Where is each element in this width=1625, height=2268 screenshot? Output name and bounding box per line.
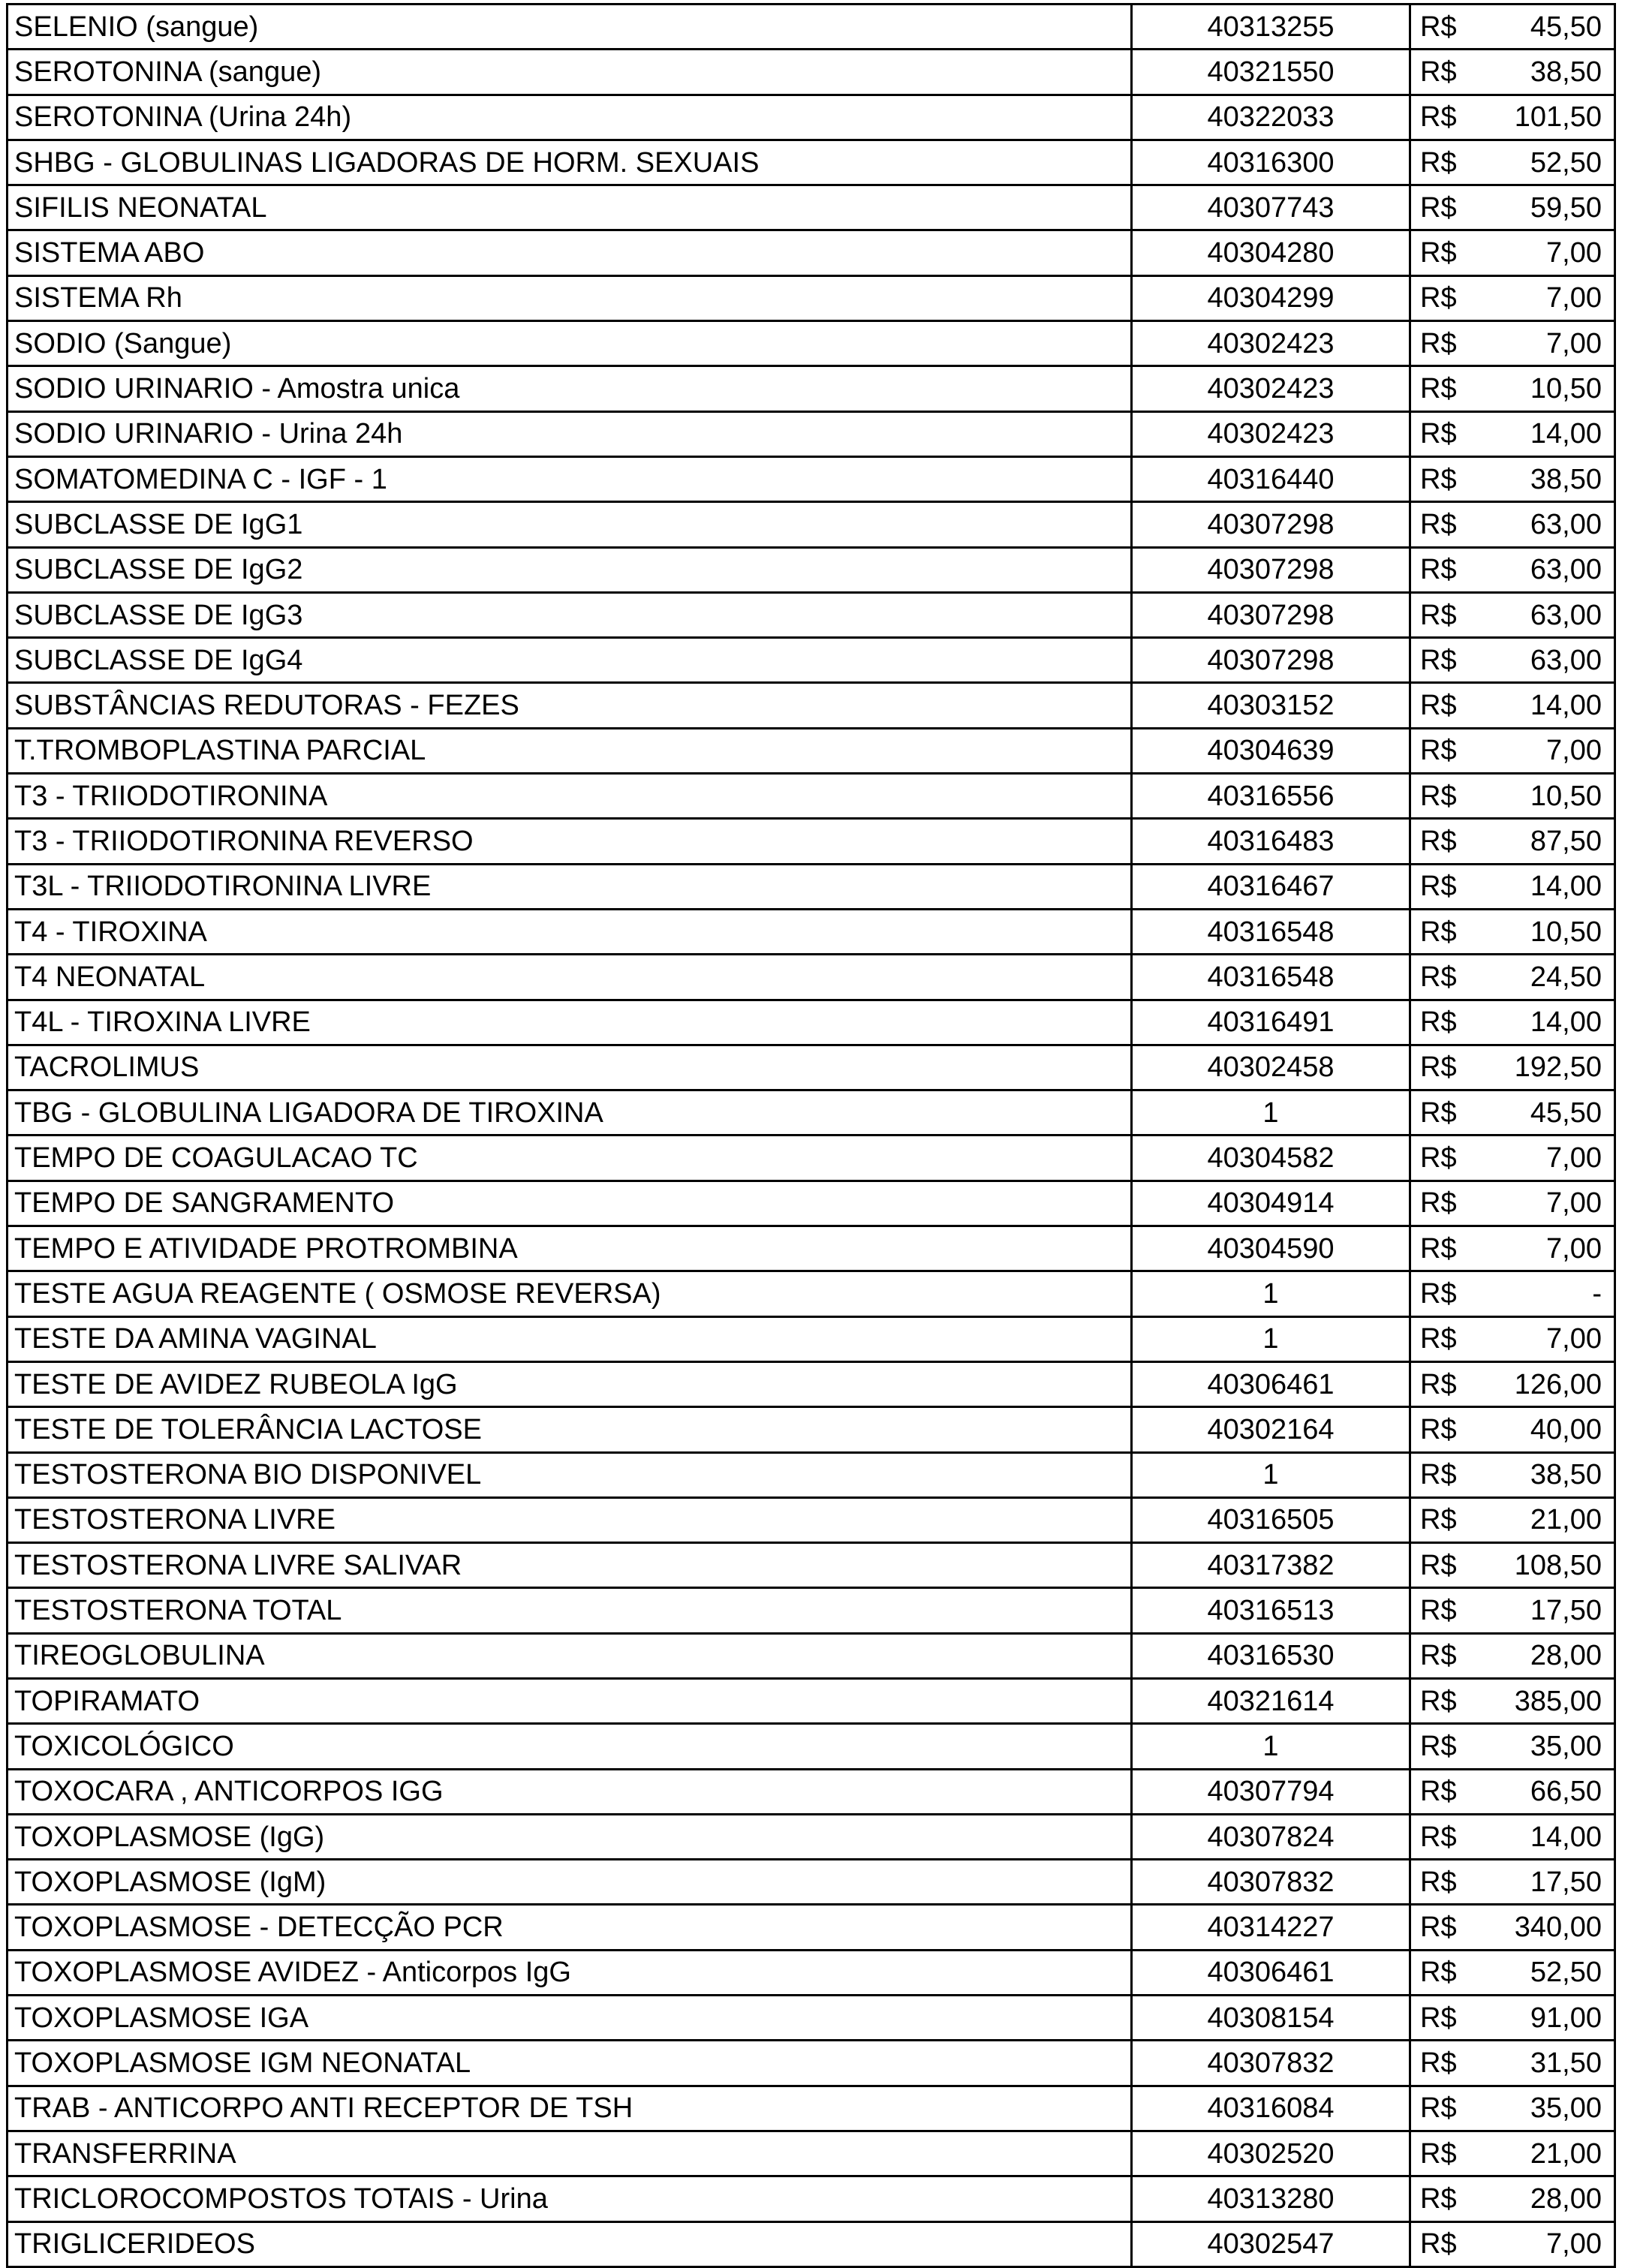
currency-cell: R$ [1410,774,1478,819]
table-row [8,456,1615,501]
price-cell: 340,00 [1478,1905,1615,1950]
table-row [8,864,1615,909]
currency-cell: R$ [1410,1452,1478,1497]
table-row [8,185,1615,230]
table-row [8,411,1615,456]
table-row [8,1814,1615,1859]
currency-cell: R$ [1410,5,1478,50]
exam-code-cell: 40316483 [1132,819,1410,864]
table-row [8,2041,1615,2086]
price-cell: 21,00 [1478,2131,1615,2176]
exam-name-cell: TESTE AGUA REAGENTE ( OSMOSE REVERSA) [8,1271,1132,1316]
exam-name-cell: TESTOSTERONA BIO DISPONIVEL [8,1452,1132,1497]
price-cell: - [1478,1271,1615,1316]
price-cell: 66,50 [1478,1769,1615,1814]
exam-code-cell: 40307794 [1132,1769,1410,1814]
exam-code-cell: 40307298 [1132,502,1410,547]
table-row [8,1361,1615,1406]
currency-cell: R$ [1410,638,1478,683]
table-row [8,1316,1615,1361]
exam-name-cell: SODIO URINARIO - Amostra unica [8,366,1132,411]
exam-name-cell: T4 - TIROXINA [8,909,1132,954]
exam-code-cell: 1 [1132,1724,1410,1769]
exam-code-cell: 40302520 [1132,2131,1410,2176]
price-cell: 38,50 [1478,456,1615,501]
currency-cell: R$ [1410,321,1478,366]
table-row [8,1497,1615,1542]
exam-name-cell: TESTE DE TOLERÂNCIA LACTOSE [8,1407,1132,1452]
exam-code-cell: 40307298 [1132,547,1410,592]
currency-cell: R$ [1410,456,1478,501]
exam-name-cell: TESTOSTERONA TOTAL [8,1588,1132,1633]
exam-code-cell: 1 [1132,1316,1410,1361]
table-row [8,230,1615,275]
price-cell: 7,00 [1478,321,1615,366]
exam-name-cell: SEROTONINA (sangue) [8,50,1132,95]
exam-name-cell: T3 - TRIIODOTIRONINA REVERSO [8,819,1132,864]
table-row [8,819,1615,864]
table-row [8,1769,1615,1814]
currency-cell: R$ [1410,411,1478,456]
currency-cell: R$ [1410,955,1478,1000]
exam-code-cell: 1 [1132,1271,1410,1316]
exam-code-cell: 40302423 [1132,366,1410,411]
table-row [8,1543,1615,1588]
price-cell: 7,00 [1478,1136,1615,1181]
exam-code-cell: 40314227 [1132,1905,1410,1950]
price-cell: 31,50 [1478,2041,1615,2086]
currency-cell: R$ [1410,592,1478,637]
exam-name-cell: TESTOSTERONA LIVRE [8,1497,1132,1542]
exam-name-cell: SELENIO (sangue) [8,5,1132,50]
exam-name-cell: T4L - TIROXINA LIVRE [8,1000,1132,1045]
currency-cell: R$ [1410,1090,1478,1136]
table-row [8,1090,1615,1136]
exam-code-cell: 40304582 [1132,1136,1410,1181]
price-cell: 14,00 [1478,864,1615,909]
exam-code-cell: 40321550 [1132,50,1410,95]
table-row [8,909,1615,954]
exam-code-cell: 40316505 [1132,1497,1410,1542]
exam-name-cell: SUBCLASSE DE IgG3 [8,592,1132,637]
currency-cell: R$ [1410,909,1478,954]
price-cell: 7,00 [1478,1316,1615,1361]
price-cell: 192,50 [1478,1045,1615,1090]
exam-name-cell: SODIO URINARIO - Urina 24h [8,411,1132,456]
currency-cell: R$ [1410,1860,1478,1905]
table-row [8,1905,1615,1950]
exam-code-cell: 40316491 [1132,1000,1410,1045]
exam-code-cell: 40304280 [1132,230,1410,275]
price-cell: 28,00 [1478,2176,1615,2221]
exam-code-cell: 1 [1132,1452,1410,1497]
currency-cell: R$ [1410,1950,1478,1995]
exam-name-cell: TEMPO DE SANGRAMENTO [8,1181,1132,1226]
currency-cell: R$ [1410,1226,1478,1271]
table-row [8,1678,1615,1723]
exam-name-cell: TACROLIMUS [8,1045,1132,1090]
exam-code-cell: 40321614 [1132,1678,1410,1723]
currency-cell: R$ [1410,1996,1478,2041]
price-cell: 385,00 [1478,1678,1615,1723]
table-row [8,1000,1615,1045]
currency-cell: R$ [1410,1497,1478,1542]
currency-cell: R$ [1410,683,1478,728]
exam-code-cell: 40316440 [1132,456,1410,501]
exam-code-cell: 40302458 [1132,1045,1410,1090]
price-cell: 63,00 [1478,547,1615,592]
price-cell: 87,50 [1478,819,1615,864]
price-cell: 35,00 [1478,2086,1615,2131]
currency-cell: R$ [1410,728,1478,773]
price-cell: 126,00 [1478,1361,1615,1406]
currency-cell: R$ [1410,275,1478,320]
currency-cell: R$ [1410,140,1478,185]
exam-code-cell: 1 [1132,1090,1410,1136]
currency-cell: R$ [1410,1316,1478,1361]
currency-cell: R$ [1410,1181,1478,1226]
exam-code-cell: 40304639 [1132,728,1410,773]
exam-code-cell: 40313255 [1132,5,1410,50]
exam-code-cell: 40317382 [1132,1543,1410,1588]
exam-name-cell: T.TROMBOPLASTINA PARCIAL [8,728,1132,773]
price-cell: 52,50 [1478,140,1615,185]
table-row [8,2086,1615,2131]
exam-name-cell: TOXICOLÓGICO [8,1724,1132,1769]
exam-name-cell: TOXOPLASMOSE IGA [8,1996,1132,2041]
exam-code-cell: 40316467 [1132,864,1410,909]
exam-code-cell: 40308154 [1132,1996,1410,2041]
price-cell: 10,50 [1478,366,1615,411]
currency-cell: R$ [1410,1271,1478,1316]
exam-code-cell: 40316548 [1132,909,1410,954]
exam-name-cell: TOXOPLASMOSE AVIDEZ - Anticorpos IgG [8,1950,1132,1995]
currency-cell: R$ [1410,1633,1478,1678]
exam-name-cell: SISTEMA ABO [8,230,1132,275]
exam-code-cell: 40307832 [1132,1860,1410,1905]
currency-cell: R$ [1410,1724,1478,1769]
exam-code-cell: 40316548 [1132,955,1410,1000]
price-cell: 63,00 [1478,638,1615,683]
exam-code-cell: 40307743 [1132,185,1410,230]
price-cell: 21,00 [1478,1497,1615,1542]
price-cell: 45,50 [1478,5,1615,50]
price-cell: 7,00 [1478,230,1615,275]
table-row [8,1724,1615,1769]
exam-code-cell: 40307832 [1132,2041,1410,2086]
exam-name-cell: SUBCLASSE DE IgG2 [8,547,1132,592]
table-row [8,1860,1615,1905]
currency-cell: R$ [1410,2176,1478,2221]
table-row [8,774,1615,819]
exam-name-cell: TBG - GLOBULINA LIGADORA DE TIROXINA [8,1090,1132,1136]
exam-code-cell: 40316300 [1132,140,1410,185]
price-cell: 38,50 [1478,1452,1615,1497]
exam-code-cell: 40313280 [1132,2176,1410,2221]
table-row [8,1181,1615,1226]
currency-cell: R$ [1410,1543,1478,1588]
currency-cell: R$ [1410,502,1478,547]
exam-name-cell: TRIGLICERIDEOS [8,2221,1132,2266]
exam-code-cell: 40322033 [1132,95,1410,140]
table-row [8,1996,1615,2041]
price-table-body [8,5,1615,2267]
exam-name-cell: SOMATOMEDINA C - IGF - 1 [8,456,1132,501]
table-row [8,321,1615,366]
currency-cell: R$ [1410,2221,1478,2266]
exam-name-cell: TOXOPLASMOSE (IgG) [8,1814,1132,1859]
currency-cell: R$ [1410,1814,1478,1859]
exam-code-cell: 40307298 [1132,638,1410,683]
exam-name-cell: SHBG - GLOBULINAS LIGADORAS DE HORM. SEXUAIS [8,140,1132,185]
currency-cell: R$ [1410,50,1478,95]
exam-name-cell: SODIO (Sangue) [8,321,1132,366]
price-cell: 63,00 [1478,502,1615,547]
currency-cell: R$ [1410,1678,1478,1723]
table-row [8,1226,1615,1271]
price-cell: 59,50 [1478,185,1615,230]
table-row [8,955,1615,1000]
price-cell: 7,00 [1478,1181,1615,1226]
currency-cell: R$ [1410,1361,1478,1406]
exam-code-cell: 40307298 [1132,592,1410,637]
currency-cell: R$ [1410,1136,1478,1181]
price-cell: 14,00 [1478,1814,1615,1859]
table-row [8,1136,1615,1181]
currency-cell: R$ [1410,1905,1478,1950]
price-sheet [6,3,1614,2268]
table-row [8,50,1615,95]
table-row [8,547,1615,592]
exam-code-cell: 40316530 [1132,1633,1410,1678]
exam-code-cell: 40303152 [1132,683,1410,728]
currency-cell: R$ [1410,95,1478,140]
exam-code-cell: 40304299 [1132,275,1410,320]
exam-code-cell: 40302164 [1132,1407,1410,1452]
exam-name-cell: SIFILIS NEONATAL [8,185,1132,230]
price-cell: 38,50 [1478,50,1615,95]
currency-cell: R$ [1410,185,1478,230]
exam-name-cell: TOXOPLASMOSE IGM NEONATAL [8,2041,1132,2086]
exam-name-cell: T3L - TRIIODOTIRONINA LIVRE [8,864,1132,909]
price-cell: 7,00 [1478,275,1615,320]
price-cell: 14,00 [1478,411,1615,456]
price-cell: 7,00 [1478,2221,1615,2266]
exam-name-cell: SUBCLASSE DE IgG1 [8,502,1132,547]
table-row [8,1271,1615,1316]
table-row [8,502,1615,547]
price-cell: 14,00 [1478,683,1615,728]
exam-name-cell: TRANSFERRINA [8,2131,1132,2176]
exam-name-cell: TRAB - ANTICORPO ANTI RECEPTOR DE TSH [8,2086,1132,2131]
currency-cell: R$ [1410,2086,1478,2131]
price-cell: 10,50 [1478,909,1615,954]
exam-code-cell: 40316556 [1132,774,1410,819]
table-row [8,366,1615,411]
table-row [8,728,1615,773]
table-row [8,5,1615,50]
price-cell: 35,00 [1478,1724,1615,1769]
exam-name-cell: T4 NEONATAL [8,955,1132,1000]
currency-cell: R$ [1410,2041,1478,2086]
exam-name-cell: TEMPO DE COAGULACAO TC [8,1136,1132,1181]
exam-code-cell: 40302547 [1132,2221,1410,2266]
currency-cell: R$ [1410,864,1478,909]
exam-name-cell: SUBCLASSE DE IgG4 [8,638,1132,683]
exam-code-cell: 40302423 [1132,321,1410,366]
table-row [8,683,1615,728]
price-cell: 40,00 [1478,1407,1615,1452]
currency-cell: R$ [1410,547,1478,592]
price-cell: 7,00 [1478,728,1615,773]
table-row [8,1588,1615,1633]
price-cell: 101,50 [1478,95,1615,140]
price-cell: 52,50 [1478,1950,1615,1995]
table-row [8,1950,1615,1995]
exam-code-cell: 40302423 [1132,411,1410,456]
exam-name-cell: TOXOPLASMOSE - DETECÇÃO PCR [8,1905,1132,1950]
exam-name-cell: TRICLOROCOMPOSTOS TOTAIS - Urina [8,2176,1132,2221]
table-row [8,1045,1615,1090]
table-row [8,140,1615,185]
exam-name-cell: TESTE DE AVIDEZ RUBEOLA IgG [8,1361,1132,1406]
price-table [6,3,1616,2268]
table-row [8,638,1615,683]
table-row [8,275,1615,320]
exam-name-cell: TIREOGLOBULINA [8,1633,1132,1678]
table-row [8,1633,1615,1678]
table-row [8,592,1615,637]
exam-code-cell: 40306461 [1132,1950,1410,1995]
currency-cell: R$ [1410,819,1478,864]
table-row [8,1407,1615,1452]
exam-name-cell: TOXOPLASMOSE (IgM) [8,1860,1132,1905]
price-cell: 14,00 [1478,1000,1615,1045]
exam-code-cell: 40316513 [1132,1588,1410,1633]
table-row [8,1452,1615,1497]
exam-code-cell: 40307824 [1132,1814,1410,1859]
currency-cell: R$ [1410,366,1478,411]
price-cell: 10,50 [1478,774,1615,819]
currency-cell: R$ [1410,1769,1478,1814]
table-row [8,95,1615,140]
exam-name-cell: T3 - TRIIODOTIRONINA [8,774,1132,819]
exam-code-cell: 40316084 [1132,2086,1410,2131]
currency-cell: R$ [1410,230,1478,275]
price-cell: 91,00 [1478,1996,1615,2041]
exam-code-cell: 40304590 [1132,1226,1410,1271]
exam-name-cell: TESTOSTERONA LIVRE SALIVAR [8,1543,1132,1588]
exam-code-cell: 40304914 [1132,1181,1410,1226]
exam-name-cell: TESTE DA AMINA VAGINAL [8,1316,1132,1361]
currency-cell: R$ [1410,1000,1478,1045]
exam-name-cell: TOPIRAMATO [8,1678,1132,1723]
currency-cell: R$ [1410,1045,1478,1090]
table-row [8,2221,1615,2266]
table-row [8,2131,1615,2176]
currency-cell: R$ [1410,1588,1478,1633]
price-cell: 28,00 [1478,1633,1615,1678]
exam-name-cell: TEMPO E ATIVIDADE PROTROMBINA [8,1226,1132,1271]
exam-name-cell: SEROTONINA (Urina 24h) [8,95,1132,140]
currency-cell: R$ [1410,2131,1478,2176]
exam-code-cell: 40306461 [1132,1361,1410,1406]
exam-name-cell: SUBSTÂNCIAS REDUTORAS - FEZES [8,683,1132,728]
price-cell: 17,50 [1478,1860,1615,1905]
price-cell: 45,50 [1478,1090,1615,1136]
price-cell: 108,50 [1478,1543,1615,1588]
exam-name-cell: TOXOCARA , ANTICORPOS IGG [8,1769,1132,1814]
price-cell: 24,50 [1478,955,1615,1000]
price-cell: 7,00 [1478,1226,1615,1271]
price-cell: 17,50 [1478,1588,1615,1633]
price-cell: 63,00 [1478,592,1615,637]
currency-cell: R$ [1410,1407,1478,1452]
table-row [8,2176,1615,2221]
exam-name-cell: SISTEMA Rh [8,275,1132,320]
